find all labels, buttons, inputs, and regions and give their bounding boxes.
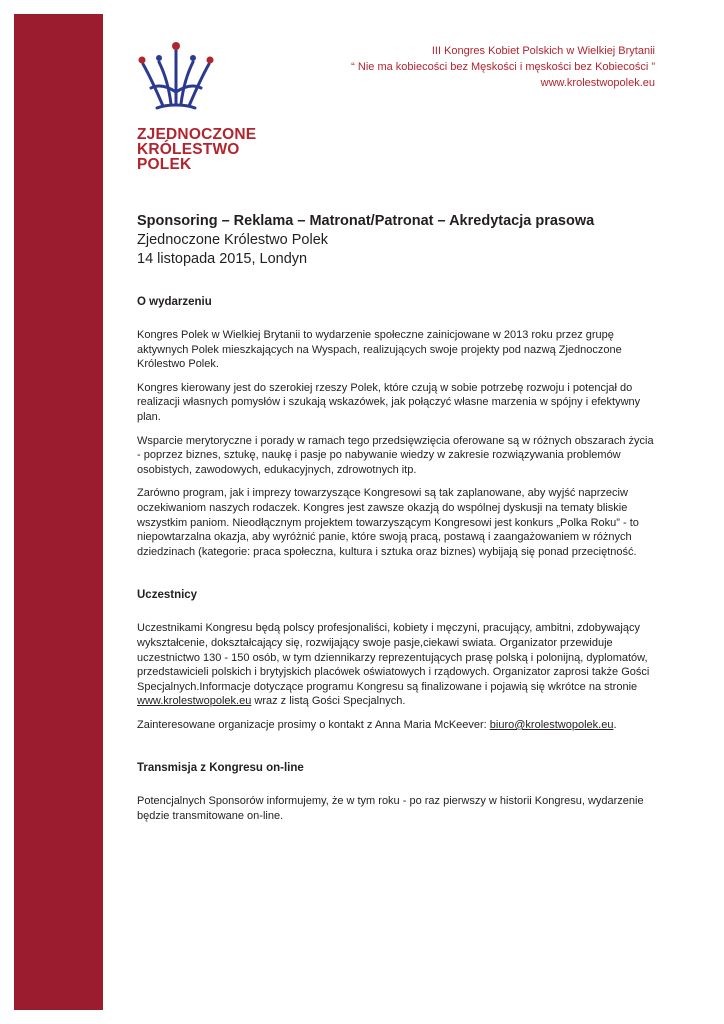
header-website[interactable]: www.krolestwopolek.eu xyxy=(540,77,655,89)
email-link[interactable]: biuro@krolestwopolek.eu xyxy=(489,718,614,731)
section-heading-broadcast: Transmisja z Kongresu on-line xyxy=(137,762,304,775)
section-heading-about: O wydarzeniu xyxy=(137,296,212,308)
brand-line-2: KRÓLESTWO xyxy=(137,141,240,158)
organization-name: Zjednoczone Królestwo Polek xyxy=(137,232,329,248)
header-motto: “ Nie ma kobiecości bez Męskości i męskości bez Kobiecości ” xyxy=(351,61,655,73)
logo xyxy=(137,40,267,115)
contact-text: Zainteresowane organizacje prosimy o kontakt z Anna Maria McKeever: xyxy=(137,718,490,731)
header-congress-name: III Kongres Kobiet Polskich w Wielkiej Brytanii xyxy=(431,45,655,57)
document-title: Sponsoring – Reklama – Matronat/Patronat – Akredytacja prasowa xyxy=(137,213,595,229)
contact-text-tail: . xyxy=(613,718,617,731)
section-heading-participants: Uczestnicy xyxy=(137,589,198,602)
participants-text: Uczestnikami Kongresu będą polscy profesjonaliści, kobiety i męczyni, pracujący, ambitni, zdobywający wykształcenie, dokształcający się, rozwijający swoje pasje,ciekawi swiata. Organizator przewiduje uczestnictwo 130 - 150 osób, w tym dziennikarzy reprezentujących prasę polską i polonijną, dyplomatów, przedstawicieli polskich i brytyjskich placówek oświatowych i rządowych. Organizator zaprosi także Gości Specjalnych.Informacje dotyczące programu Kongresu są finalizowane i pojawią się wkrótce na stronie xyxy=(137,622,650,693)
brand-line-3: POLEK xyxy=(137,156,192,173)
about-paragraph-4: Zarówno program, jak i imprezy towarzyszące Kongresowi są tak zaplanowane, aby wyjść naprzeciw oczekiwaniom naszych rodaczek. Kongres jest zawsze okazją do wspólnej dyskusji na tematy bliskie wszystkim paniom. Nieodłącznym projektem towarzyszącym Kongresowi jest konkurs „Polka Roku” - to niepowtarzalna okazja, aby wyróżnić panie, które swoją pracą, postawą i zaangażowaniem w różnych dziedzinach (kategorie: praca społeczna, kultura i sztuka oraz biznes) wybijają się ponad przeciętność. xyxy=(137,487,639,558)
brand-name xyxy=(137,127,256,172)
event-date: 14 listopada 2015, Londyn xyxy=(137,251,308,267)
brand-line-1: ZJEDNOCZONE xyxy=(137,126,257,143)
participants-paragraph-2 xyxy=(137,718,659,733)
about-paragraph-2: Kongres kierowany jest do szerokiej rzeszy Polek, które czują w sobie potrzebę rozwoju i potencjał do realizacji własnych pomysłów i szukają wskazówek, jak połączyć własne marzenia w spójny i efektywny plan. xyxy=(137,381,641,423)
crown-icon xyxy=(137,40,215,115)
document-body xyxy=(137,295,659,833)
side-color-bar xyxy=(14,14,103,1010)
about-paragraph-1: Kongres Polek w Wielkiej Brytanii to wydarzenie społeczne zainicjowane w 2013 roku przez grupę aktywnych Polek mieszkających na Wyspach, realizujących swoje projekty pod nazwą Zjednoczone Królestwo Polek. xyxy=(137,329,622,371)
participants-text-tail: wraz z listą Gości Specjalnych. xyxy=(251,695,406,708)
header-info xyxy=(351,43,655,91)
participants-paragraph-1 xyxy=(137,621,659,709)
title-block xyxy=(137,212,657,269)
about-paragraph-3: Wsparcie merytoryczne i porady w ramach tego przedsięwzięcia oferowane są w różnych obszarach życia - poprzez biznes, sztukę, naukę i pasje po nabywanie wiedzy w zakresie rozwiązywania problemów osobistych, zawodowych, edukacyjnych, zdrowotnych itp. xyxy=(137,434,654,476)
broadcast-paragraph-1: Potencjalnych Sponsorów informujemy, że w tym roku - po raz pierwszy w historii Kongresu, wydarzenie będzie transmitowane on-line. xyxy=(137,795,644,823)
website-link[interactable]: www.krolestwopolek.eu xyxy=(137,695,252,708)
